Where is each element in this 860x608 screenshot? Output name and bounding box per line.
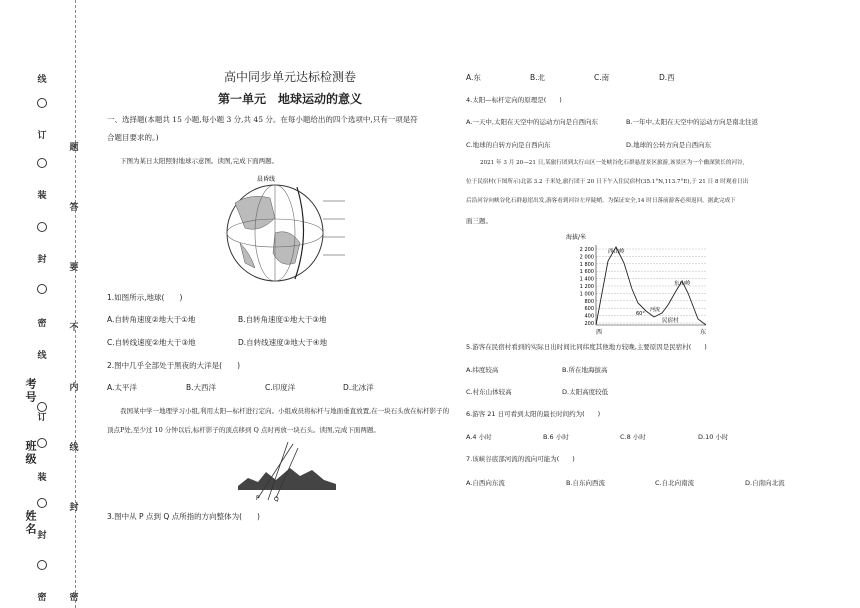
river-label: 河流 (650, 307, 661, 313)
stem-2: 我国某中学一地理学习小组,利用太阳—标杆进行定向。小组成员将标杆与地面垂直放置,在一块石头放在标杆影子的顶点P处,至少过 10 分钟以后,标杆影子的顶点移到 Q 点时再放一块石头。读图,完成下面两题。 (107, 407, 450, 434)
y-tick-label: 2 200 (579, 247, 594, 253)
globe-illustration (215, 173, 350, 285)
binding-hole-icon (37, 98, 47, 108)
svg-text:P: P (256, 495, 260, 502)
cut-line-char: 不 (69, 323, 79, 333)
q6-option-a[interactable]: A.4 小时 (466, 433, 492, 441)
stem-1: 下图为某日太阳照射地球示意图。读图,完成下面两题。 (120, 157, 279, 165)
y-tick-label: 800 (584, 298, 594, 305)
cut-line-char: 订 (37, 413, 47, 423)
binding-hole-icon (37, 284, 47, 294)
section-intro-2: 合题目要求的。) (107, 133, 159, 142)
unit-title: 第一单元 地球运动的意义 (217, 92, 362, 106)
y-tick-label: 200 (584, 321, 594, 327)
sun-stick-illustration (238, 440, 338, 502)
q5-option-d[interactable]: D.太阳高度较低 (562, 388, 609, 396)
q3-option-c[interactable]: C.南 (594, 73, 610, 82)
q4-option-a[interactable]: A.一天中,太阳在天空中的运动方向是自西向东 (466, 118, 598, 126)
east-peak-label: 东山岭 (674, 281, 691, 287)
cut-line-char: 密 (37, 319, 47, 329)
q2-option-c[interactable]: C.印度洋 (265, 383, 296, 392)
cut-line-char: 线 (69, 443, 79, 453)
y-tick-label: 1 800 (579, 261, 594, 268)
y-tick-label: 600 (584, 306, 594, 313)
q7-option-c[interactable]: C.自北向南流 (655, 479, 695, 487)
cut-line-char: 封 (37, 531, 47, 541)
binding-hole-icon (37, 402, 47, 412)
cut-line-char: 内 (69, 383, 79, 393)
q5-option-c[interactable]: C.村东山体较高 (466, 388, 512, 396)
binding-hole-icon (37, 560, 47, 570)
slope-angle-label: 60° (636, 311, 645, 317)
exam-number-label: 考号 (24, 378, 37, 404)
question-3: 3.图中从 P 点到 Q 点所指的方向整体为( ) (107, 512, 260, 521)
page-title: 高中同步单元达标检测卷 (223, 70, 356, 84)
question-4: 4.太阳—标杆定向的原理是( ) (466, 96, 562, 104)
binding-hole-icon (37, 498, 47, 508)
q7-option-a[interactable]: A.自西向东流 (466, 479, 505, 487)
q7-option-d[interactable]: D.自南向北流 (745, 479, 785, 487)
cut-line-char: 密 (69, 593, 79, 603)
y-tick-label: 400 (584, 313, 594, 320)
cut-line-char: 要 (69, 263, 79, 273)
stem-3-line-4: 面三题。 (466, 217, 492, 225)
stem-3-line-1: 2021 年 3 月 20—21 日,某旅行团到太行山区一处峡谷化石群悬崖景区旅游,该景区为一个幽深狭长的河谷, (480, 160, 745, 166)
question-7: 7.该峡谷底部河流的流向可能为( ) (466, 455, 575, 463)
q5-option-b[interactable]: B.所在地海拔高 (562, 366, 608, 374)
y-tick-label: 1 200 (579, 284, 594, 290)
q1-option-c[interactable]: C.自转线速度②地大于③地 (107, 338, 196, 347)
name-label: 姓名 (24, 510, 37, 536)
q4-option-d[interactable]: D.地球的公转方向是自西向东 (626, 141, 712, 149)
binding-hole-icon (37, 222, 47, 232)
village-label: 民宿村 (662, 318, 679, 324)
q7-option-b[interactable]: B.自东向西流 (566, 479, 606, 487)
question-1: 1.如图所示,地球( ) (107, 293, 183, 302)
west-peak-label: 西山岭 (608, 249, 625, 255)
y-tick-label: 1 400 (579, 276, 594, 283)
q3-option-a[interactable]: A.东 (466, 73, 481, 82)
cut-line-char: 封 (37, 255, 47, 265)
stem-3-line-3: 后沿河谷向峡谷化石群悬崖出发,游客看到河谷左岸陡峭。为保证安全,14 时日落前游客必须返回。据此完成下 (466, 198, 736, 204)
q2-option-a[interactable]: A.太平洋 (107, 383, 137, 392)
cut-line-char: 线 (37, 75, 47, 85)
cut-line-char: 装 (37, 191, 47, 201)
question-6: 6.游客 21 日可看到太阳的最长时间约为( ) (466, 410, 601, 418)
q2-option-d[interactable]: D.北冰洋 (343, 383, 374, 392)
q6-option-d[interactable]: D.10 小时 (698, 433, 729, 441)
y-axis-label: 海拔/米 (566, 234, 587, 241)
cut-line-char: 密 (37, 593, 47, 603)
stem-3-line-2: 位于民宿村(下图所示)北部 3.2 千米处,旅行团于 20 日下午入住民宿村(35.1°N,113.7°E),于 21 日 8 时观看日出 (466, 179, 749, 185)
y-tick-label: 1 000 (579, 291, 594, 298)
cut-line-char: 线 (37, 351, 47, 361)
terrain-profile-chart (566, 231, 710, 337)
y-tick-label: 1 600 (579, 269, 594, 276)
q2-option-b[interactable]: B.大西洋 (186, 383, 217, 392)
cut-line-char: 装 (37, 473, 47, 483)
question-2: 2.图中几乎全部处于黑夜的大洋是( ) (107, 361, 241, 370)
west-label: 西 (596, 329, 603, 336)
svg-text:Q: Q (274, 496, 279, 502)
q4-option-c[interactable]: C.地球的自转方向是自西向东 (466, 141, 551, 149)
y-tick-label: 2 000 (579, 254, 594, 261)
cut-line-char: 答 (69, 203, 79, 213)
east-label: 东 (700, 329, 707, 336)
question-5: 5.游客在民宿村看到的实际日出时间比同纬度其他地方较晚,主要原因是民宿村( ) (466, 343, 707, 351)
q5-option-a[interactable]: A.纬度较高 (466, 366, 499, 374)
cut-line-char: 订 (37, 131, 47, 141)
terminator-label: 晨昏线 (257, 176, 276, 183)
cut-line-char: 题 (69, 143, 79, 153)
binding-line (75, 0, 76, 608)
binding-hole-icon (37, 158, 47, 168)
q3-option-d[interactable]: D.西 (659, 73, 675, 82)
q1-option-a[interactable]: A.自转角速度②地大于①地 (107, 315, 196, 324)
q3-option-b[interactable]: B.北 (530, 73, 546, 82)
q6-option-b[interactable]: B.6 小时 (543, 433, 569, 441)
section-intro: 一、选择题(本题共 15 小题,每小题 3 分,共 45 分。在每小题给出的四个选项中,只有一项是符 (107, 115, 418, 124)
cut-line-char: 封 (69, 503, 79, 513)
q6-option-c[interactable]: C.8 小时 (620, 433, 646, 441)
q1-option-d[interactable]: D.自转线速度③地大于④地 (238, 338, 328, 347)
q4-option-b[interactable]: B.一年中,太阳在天空中的运动方向是南北往返 (626, 118, 759, 126)
q1-option-b[interactable]: B.自转角速度①地大于③地 (238, 315, 327, 324)
class-label: 班级 (24, 440, 37, 466)
binding-hole-icon (37, 438, 47, 448)
